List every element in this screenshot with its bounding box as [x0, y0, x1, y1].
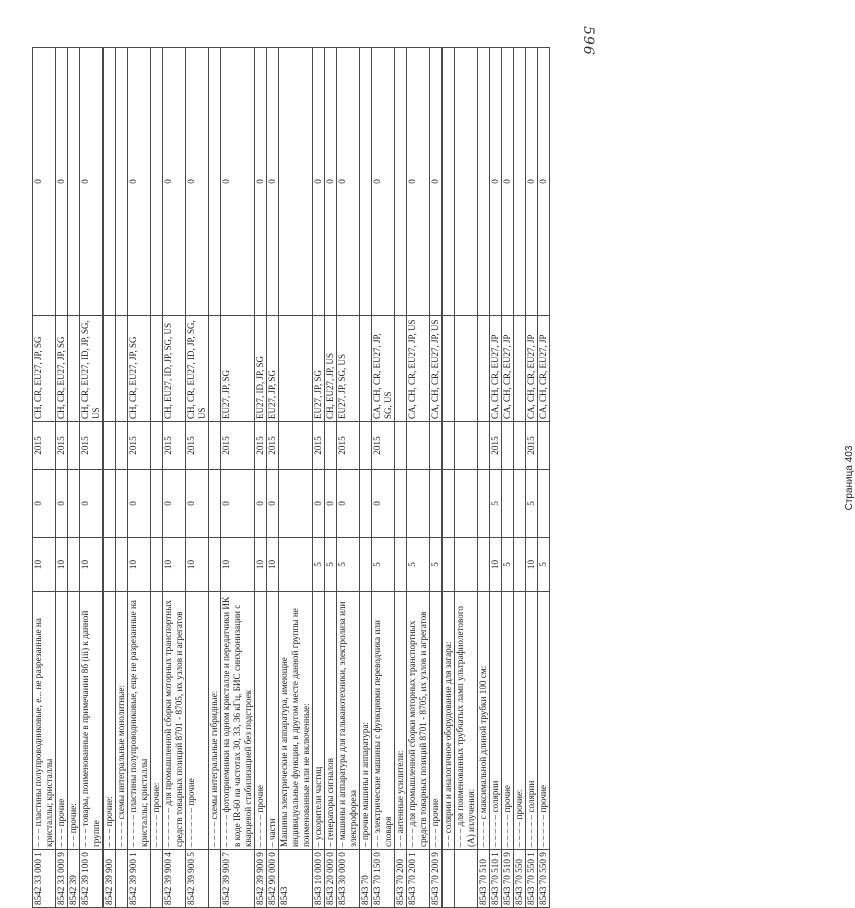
cell-base-rate: [478, 538, 490, 592]
cell-description: – – – – схемы интегральные монолитные:: [116, 592, 128, 850]
cell-code: 8542 39 900: [104, 850, 116, 908]
cell-final-rate: 0: [221, 470, 255, 538]
cell-final-rate: 5: [526, 470, 538, 538]
cell-code: 8542 90 000 0: [267, 850, 279, 908]
cell-base-rate: 10: [490, 538, 502, 592]
cell-note: [116, 48, 128, 316]
cell-countries: CA, CH, CR, EU27, JP: [490, 316, 502, 422]
cell-description: – – – – с максимальной длиной трубки 100 см:: [478, 592, 490, 850]
cell-countries: CA, CH, CR, EU27, JP: [502, 316, 514, 422]
cell-final-rate: [151, 470, 163, 538]
cell-countries: CA, CH, CR, EU27, JP: [538, 316, 550, 422]
cell-code: 8542 39: [68, 850, 80, 908]
cell-countries: [151, 316, 163, 422]
table-row: [255, 48, 267, 908]
cell-description: – – солярии и аналогичное оборудование для загара:: [443, 592, 455, 850]
cell-note: [209, 48, 221, 316]
cell-final-rate: 0: [372, 470, 395, 538]
cell-code: 8542 39 900 9: [255, 850, 267, 908]
cell-countries: EU27, JP, SG: [267, 316, 279, 422]
cell-code: 8542 39 900 4: [163, 850, 186, 908]
cell-final-rate: [455, 470, 478, 538]
cell-description: – – – – – пластины полупроводниковые, еще не разрезанные на кристаллы; кристаллы: [128, 592, 151, 850]
cell-final-rate: 0: [325, 470, 337, 538]
cell-countries: CH, EU27, JP, US: [325, 316, 337, 422]
cell-year: 2015: [128, 422, 151, 470]
cell-description: – – электрические машины с функциями переводчика или словаря: [372, 592, 395, 850]
cell-year: [151, 422, 163, 470]
cell-year: 2015: [526, 422, 538, 470]
cell-description: – – – прочие: [430, 592, 442, 850]
cell-description: – ускорители частиц: [313, 592, 325, 850]
cell-note: 0: [430, 48, 442, 316]
cell-code: [151, 850, 163, 908]
cell-base-rate: 5: [407, 538, 430, 592]
cell-countries: EU27, ID, JP, SG: [255, 316, 267, 422]
cell-year: 2015: [337, 422, 360, 470]
cell-note: 0: [56, 48, 68, 316]
cell-note: [104, 48, 116, 316]
cell-final-rate: 0: [33, 470, 56, 538]
cell-code: [209, 850, 221, 908]
cell-year: 2015: [313, 422, 325, 470]
cell-final-rate: 0: [267, 470, 279, 538]
cell-note: [151, 48, 163, 316]
cell-note: 0: [372, 48, 395, 316]
cell-description: – – – – – прочие: [538, 592, 550, 850]
cell-countries: CH, CR, EU27, JP, SG: [33, 316, 56, 422]
cell-final-rate: [68, 470, 80, 538]
cell-year: 2015: [80, 422, 103, 470]
cell-final-rate: [116, 470, 128, 538]
cell-code: 8543 70 150 0: [372, 850, 395, 908]
cell-code: 8543 70 200 1: [407, 850, 430, 908]
table-row: [325, 48, 337, 908]
cell-note: 0: [407, 48, 430, 316]
table-row: [430, 48, 442, 908]
table-row: [538, 48, 550, 908]
cell-year: [279, 422, 313, 470]
cell-note: 0: [337, 48, 360, 316]
cell-final-rate: 5: [490, 470, 502, 538]
cell-note: 0: [163, 48, 186, 316]
cell-description: – – прочие:: [68, 592, 80, 850]
cell-code: 8543 20 000 0: [325, 850, 337, 908]
cell-base-rate: 5: [372, 538, 395, 592]
table-row: [68, 48, 80, 908]
cell-note: 0: [186, 48, 209, 316]
table-row: [455, 48, 478, 908]
table-row: [221, 48, 255, 908]
cell-note: 0: [502, 48, 514, 316]
cell-code: 8543 70: [360, 850, 372, 908]
cell-note: [478, 48, 490, 316]
cell-base-rate: 10: [56, 538, 68, 592]
cell-base-rate: 5: [325, 538, 337, 592]
cell-description: – – – – – прочие:: [151, 592, 163, 850]
cell-code: 8543 70 510: [478, 850, 490, 908]
cell-final-rate: [279, 470, 313, 538]
table-row: [151, 48, 163, 908]
cell-final-rate: [209, 470, 221, 538]
cell-year: 2015: [186, 422, 209, 470]
cell-base-rate: 10: [163, 538, 186, 592]
cell-countries: [279, 316, 313, 422]
cell-year: [395, 422, 407, 470]
page-number: Страница 403: [844, 445, 855, 511]
cell-note: [443, 48, 455, 316]
cell-description: – – – прочие: [56, 592, 68, 850]
cell-countries: [104, 316, 116, 422]
cell-base-rate: 10: [33, 538, 56, 592]
table-row: [209, 48, 221, 908]
cell-code: 8542 33 000 1: [33, 850, 56, 908]
cell-final-rate: 0: [337, 470, 360, 538]
cell-year: [455, 422, 478, 470]
cell-year: 2015: [372, 422, 395, 470]
table-row: [478, 48, 490, 908]
cell-code: 8542 39 100 0: [80, 850, 103, 908]
cell-code: 8543: [279, 850, 313, 908]
cell-final-rate: 0: [128, 470, 151, 538]
cell-code: 8543 70 550 9: [538, 850, 550, 908]
cell-base-rate: 5: [430, 538, 442, 592]
cell-description: – – – для поименованных трубчатых ламп ультрафиолетового (А) излучения:: [455, 592, 478, 850]
cell-final-rate: 0: [163, 470, 186, 538]
cell-final-rate: [430, 470, 442, 538]
table-row: [443, 48, 455, 908]
cell-description: Машины электрические и аппаратура, имеющие индивидуальные функции, в другом месте данной группы не поименованные или не включенные:: [279, 592, 313, 850]
cell-note: 0: [33, 48, 56, 316]
cell-final-rate: 0: [186, 470, 209, 538]
cell-code: 8542 39 900 1: [128, 850, 151, 908]
cell-base-rate: [443, 538, 455, 592]
cell-description: – – – – – солярии: [526, 592, 538, 850]
cell-countries: [514, 316, 526, 422]
cell-base-rate: [116, 538, 128, 592]
cell-countries: CA, CH, CR, EU27, JP, US: [430, 316, 442, 422]
cell-final-rate: [104, 470, 116, 538]
cell-description: – генераторы сигналов: [325, 592, 337, 850]
cell-note: 0: [490, 48, 502, 316]
cell-code: [116, 850, 128, 908]
cell-countries: EU27, JP, SG: [313, 316, 325, 422]
table-row: [372, 48, 395, 908]
cell-year: [68, 422, 80, 470]
table-row: [502, 48, 514, 908]
cell-description: – – – – – прочие: [502, 592, 514, 850]
cell-base-rate: 10: [255, 538, 267, 592]
table-row: [526, 48, 538, 908]
cell-countries: CA, CH, CR, EU27, JP, SG, US: [372, 316, 395, 422]
cell-note: 0: [80, 48, 103, 316]
cell-countries: EU27, JP, SG, US: [337, 316, 360, 422]
cell-note: [455, 48, 478, 316]
cell-code: 8542 39 900 5: [186, 850, 209, 908]
table-row: [514, 48, 526, 908]
table-row: [33, 48, 56, 908]
cell-year: [538, 422, 550, 470]
cell-year: 2015: [255, 422, 267, 470]
cell-description: – – – пластины полупроводниковые, е... не разрезанные на кристаллы; кристаллы: [33, 592, 56, 850]
cell-description: – – – прочие:: [104, 592, 116, 850]
cell-base-rate: [151, 538, 163, 592]
cell-year: [104, 422, 116, 470]
table-row: [407, 48, 430, 908]
cell-countries: [209, 316, 221, 422]
cell-description: – – антенные усилители:: [395, 592, 407, 850]
cell-note: 0: [526, 48, 538, 316]
cell-year: [325, 422, 337, 470]
tariff-table: [32, 47, 550, 908]
cell-year: [430, 422, 442, 470]
cell-countries: CH, CR, EU27, ID, JP, SG, US: [186, 316, 209, 422]
cell-description: – части: [267, 592, 279, 850]
cell-code: 8542 33 000 9: [56, 850, 68, 908]
cell-note: 0: [267, 48, 279, 316]
cell-note: 0: [128, 48, 151, 316]
table-row: [313, 48, 325, 908]
cell-code: 8543 70 550: [514, 850, 526, 908]
cell-countries: [443, 316, 455, 422]
cell-code: 8543 10 000 0: [313, 850, 325, 908]
cell-base-rate: 5: [337, 538, 360, 592]
cell-final-rate: [407, 470, 430, 538]
cell-note: [279, 48, 313, 316]
cell-base-rate: [68, 538, 80, 592]
cell-countries: CA, CH, CR, EU27, JP, US: [407, 316, 430, 422]
handwritten-annotation: 596: [580, 26, 596, 56]
cell-countries: [455, 316, 478, 422]
cell-countries: [116, 316, 128, 422]
rotated-tariff-sheet: [32, 48, 855, 908]
cell-base-rate: 10: [221, 538, 255, 592]
cell-base-rate: 5: [538, 538, 550, 592]
cell-base-rate: [279, 538, 313, 592]
cell-code: 8543 70 550 1: [526, 850, 538, 908]
cell-base-rate: 10: [128, 538, 151, 592]
table-row: [128, 48, 151, 908]
cell-description: – – – – прочие:: [514, 592, 526, 850]
cell-base-rate: 10: [267, 538, 279, 592]
cell-countries: CA, CH, CR, EU27, JP: [526, 316, 538, 422]
cell-base-rate: [209, 538, 221, 592]
cell-year: [116, 422, 128, 470]
cell-year: 2015: [163, 422, 186, 470]
table-row: [186, 48, 209, 908]
cell-base-rate: [455, 538, 478, 592]
table-row: [490, 48, 502, 908]
cell-final-rate: [443, 470, 455, 538]
cell-final-rate: 0: [313, 470, 325, 538]
table-row: [279, 48, 313, 908]
cell-code: 8543 70 200 9: [430, 850, 442, 908]
cell-description: – – – – – фотоприемники на одном кристалле и передатчики ИК в коде IR-60 на частотах 30, 33, 36 кГц, БИС синхронизации с кварцевой стабилизацией без подстроек: [221, 592, 255, 850]
table-row: [360, 48, 372, 908]
cell-note: [514, 48, 526, 316]
table-row: [395, 48, 407, 908]
cell-description: – – – – – прочие: [255, 592, 267, 850]
cell-code: 8543 70 510 1: [490, 850, 502, 908]
tariff-table-body: [33, 48, 550, 908]
cell-countries: [395, 316, 407, 422]
cell-code: 8542 39 900 7: [221, 850, 255, 908]
cell-final-rate: [360, 470, 372, 538]
cell-year: [478, 422, 490, 470]
cell-base-rate: [514, 538, 526, 592]
cell-description: – – – – – – для промышленной сборки моторных транспортных средств товарных позиций 8701 - 8705, их узлов и агрегатов: [163, 592, 186, 850]
cell-note: 0: [538, 48, 550, 316]
cell-base-rate: 5: [502, 538, 514, 592]
cell-final-rate: [502, 470, 514, 538]
cell-note: [68, 48, 80, 316]
table-row: [80, 48, 103, 908]
cell-final-rate: 0: [255, 470, 267, 538]
cell-description: – – – – схемы интегральные гибридные:: [209, 592, 221, 850]
cell-year: 2015: [56, 422, 68, 470]
cell-final-rate: [395, 470, 407, 538]
cell-base-rate: 10: [526, 538, 538, 592]
cell-code: 8543 30 000 0: [337, 850, 360, 908]
cell-code: [455, 850, 478, 908]
cell-year: [209, 422, 221, 470]
cell-countries: CH, CR, EU27, JP, SG: [128, 316, 151, 422]
cell-code: [443, 850, 455, 908]
cell-year: 2015: [490, 422, 502, 470]
table-row: [163, 48, 186, 908]
cell-countries: EU27, JP, SG: [221, 316, 255, 422]
cell-final-rate: [478, 470, 490, 538]
cell-base-rate: 10: [80, 538, 103, 592]
cell-note: 0: [313, 48, 325, 316]
cell-year: 2015: [267, 422, 279, 470]
table-row: [116, 48, 128, 908]
cell-description: – – – товары, поименованные в примечании 8б (iii) к данной группе: [80, 592, 103, 850]
cell-final-rate: 0: [80, 470, 103, 538]
cell-description: – прочие машины и аппаратура:: [360, 592, 372, 850]
table-row: [104, 48, 116, 908]
cell-description: – – – – – солярии: [490, 592, 502, 850]
cell-countries: CH, CR, EU27, JP, SG: [56, 316, 68, 422]
cell-final-rate: 0: [56, 470, 68, 538]
cell-year: [502, 422, 514, 470]
cell-year: 2015: [33, 422, 56, 470]
cell-final-rate: [514, 470, 526, 538]
cell-countries: [360, 316, 372, 422]
cell-year: 2015: [221, 422, 255, 470]
cell-countries: CH, CR, EU27, ID, JP, SG, US: [80, 316, 103, 422]
table-row: [267, 48, 279, 908]
cell-base-rate: [104, 538, 116, 592]
table-row: [56, 48, 68, 908]
cell-description: – машины и аппаратура для гальванотехники, электролиза или электрофореза: [337, 592, 360, 850]
cell-base-rate: [360, 538, 372, 592]
cell-year: [360, 422, 372, 470]
cell-base-rate: [395, 538, 407, 592]
cell-description: – – – – – – прочие: [186, 592, 209, 850]
cell-note: 0: [255, 48, 267, 316]
cell-code: 8543 70 200: [395, 850, 407, 908]
cell-code: 8543 70 510 9: [502, 850, 514, 908]
cell-note: [360, 48, 372, 316]
cell-base-rate: 5: [313, 538, 325, 592]
cell-countries: [478, 316, 490, 422]
table-row: [337, 48, 360, 908]
cell-base-rate: 10: [186, 538, 209, 592]
cell-year: [407, 422, 430, 470]
cell-final-rate: [538, 470, 550, 538]
cell-note: 0: [221, 48, 255, 316]
cell-year: [514, 422, 526, 470]
cell-countries: [68, 316, 80, 422]
cell-countries: CH, EU27, ID, JP, SG, US: [163, 316, 186, 422]
cell-description: – – – для промышленной сборки моторных транспортных средств товарных позиций 8701 - 8705, их узлов и агрегатов: [407, 592, 430, 850]
cell-note: [395, 48, 407, 316]
cell-year: [443, 422, 455, 470]
cell-note: 0: [325, 48, 337, 316]
